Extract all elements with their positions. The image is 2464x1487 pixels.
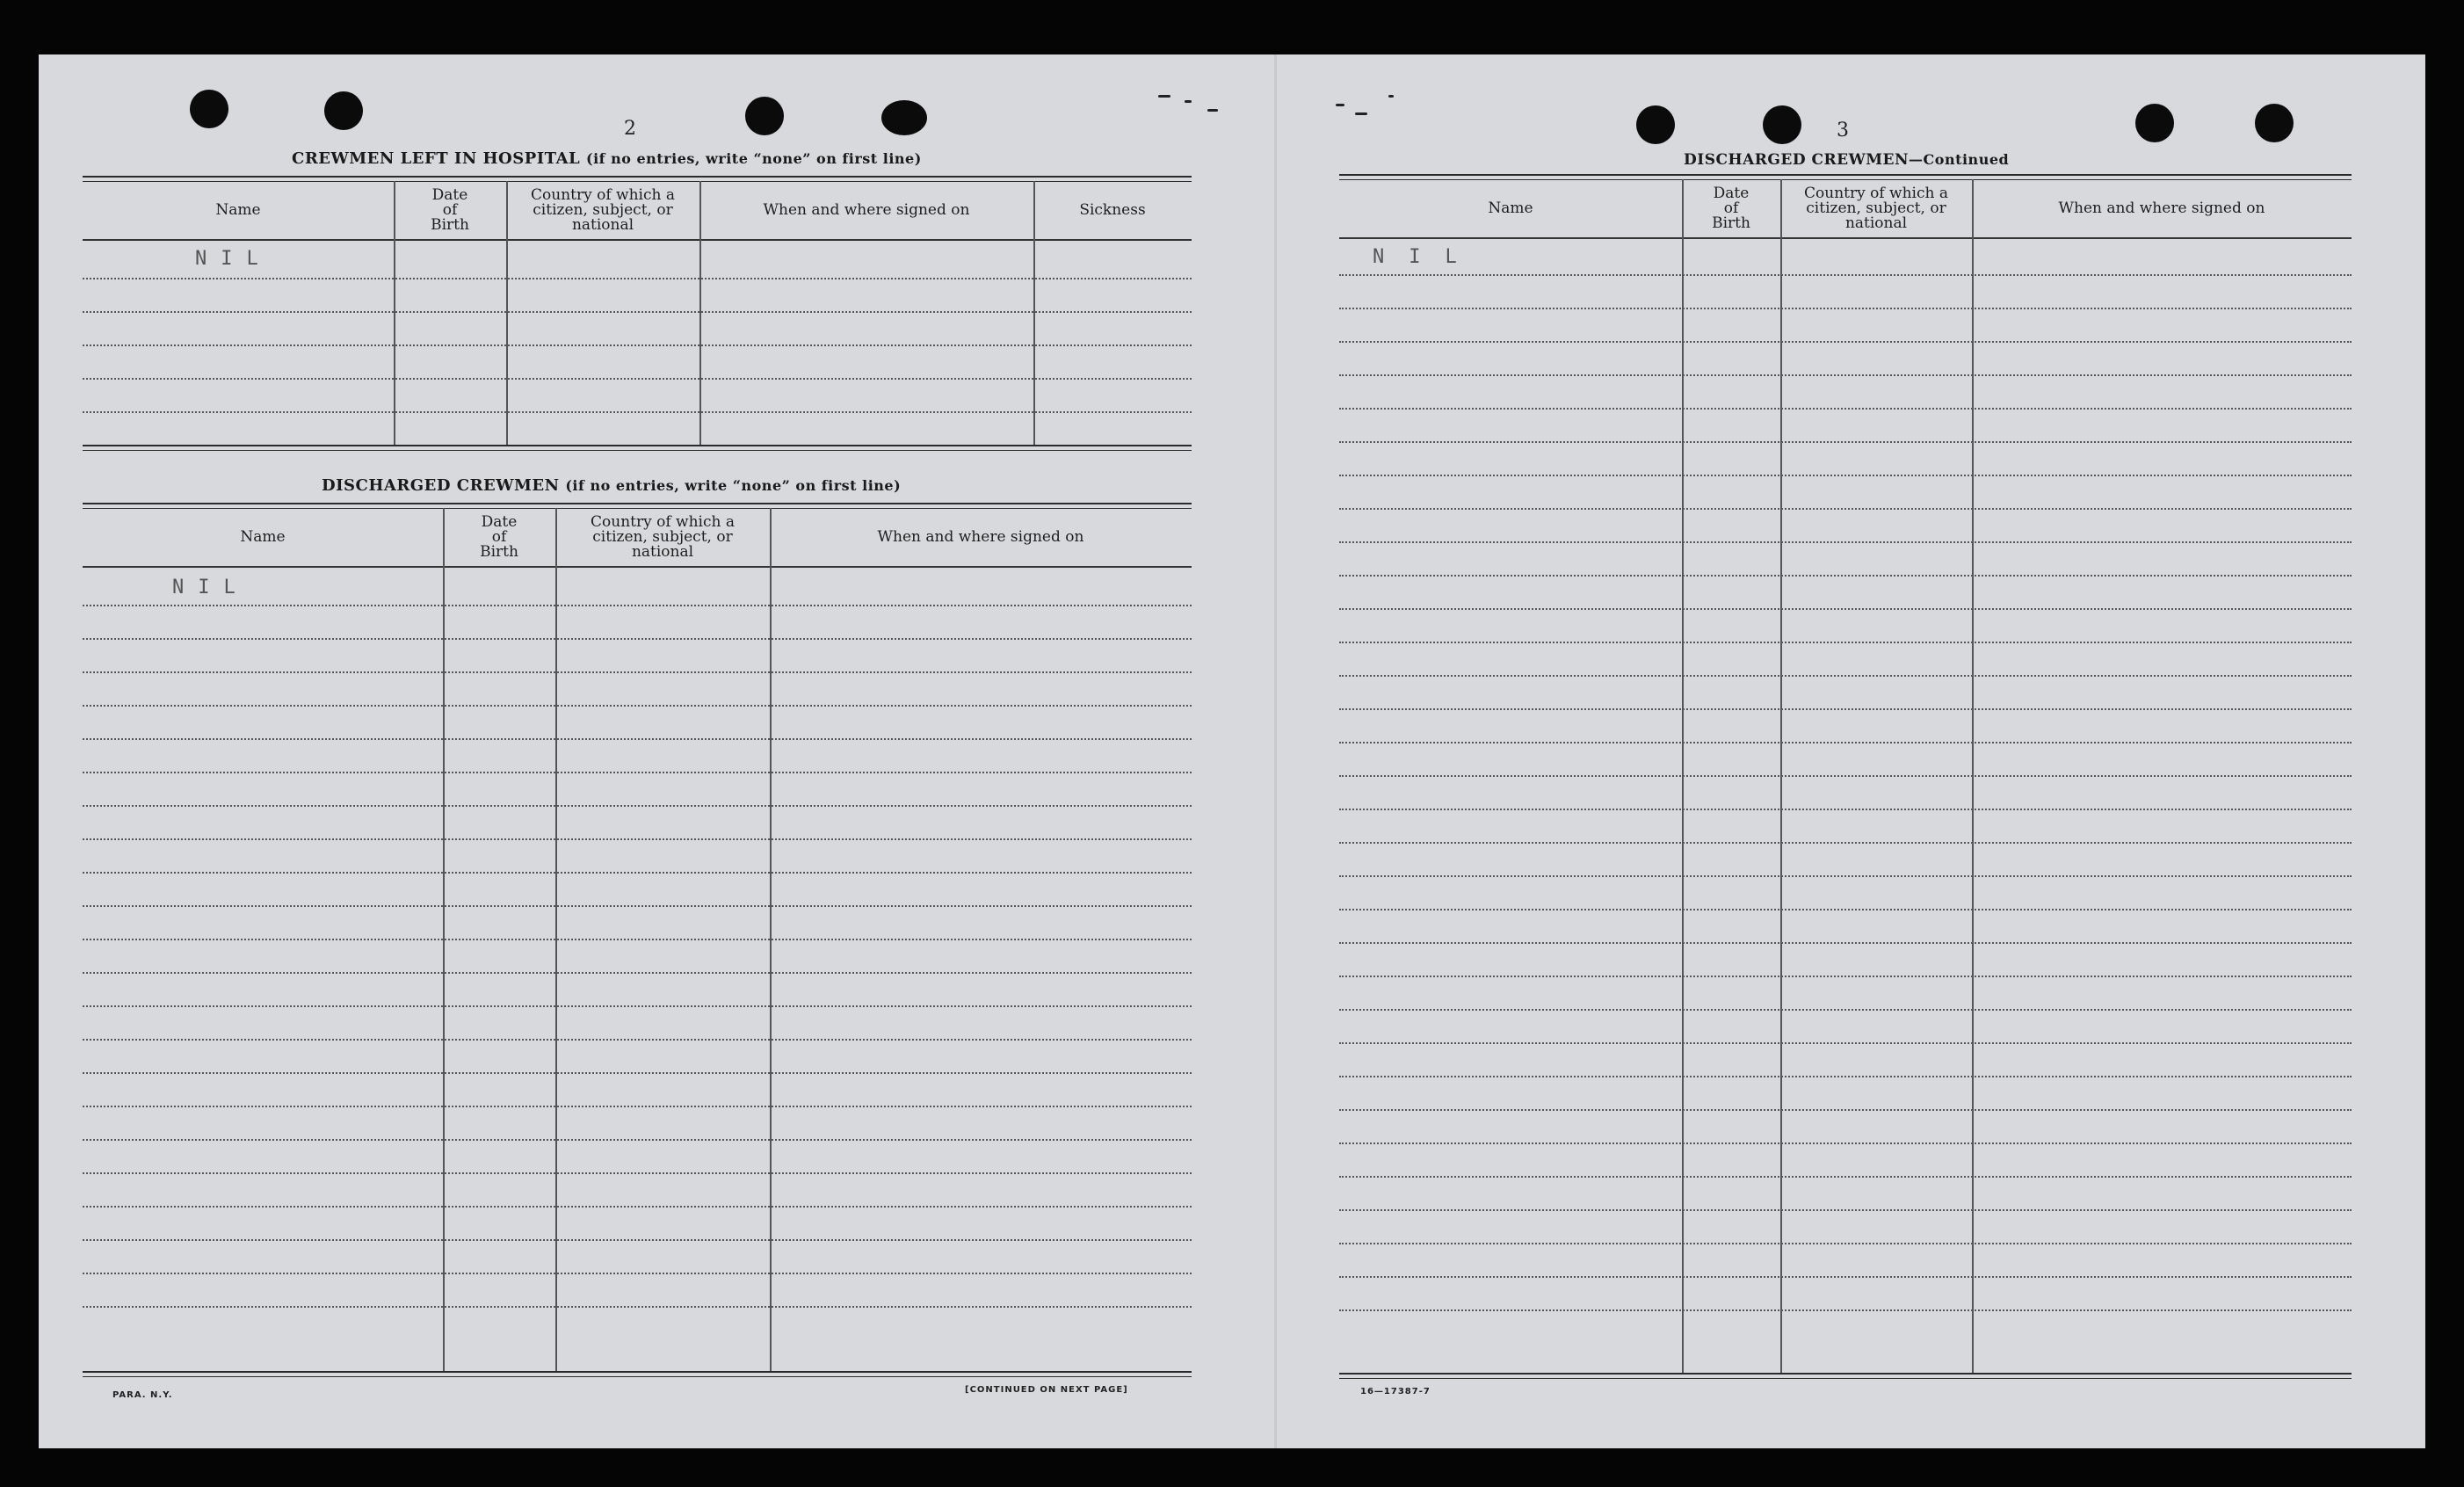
header-rule [83, 566, 1192, 568]
hospital-section-title [292, 149, 922, 168]
column-header-signed-on: When and where signed on [2058, 199, 2265, 217]
row-line [83, 838, 1192, 840]
continued-suffix: —Continued [1909, 151, 2010, 168]
printer-mark: PARA. N.Y. [112, 1390, 173, 1400]
column-divider [770, 508, 772, 1371]
row-line [83, 1239, 1192, 1241]
row-line [1339, 374, 2352, 376]
table-bottom-rule [83, 1371, 1192, 1373]
discharged-section-title [322, 476, 901, 495]
row-line [1339, 341, 2352, 343]
column-header-country: Country of which a citizen, subject, or national [531, 185, 675, 234]
row-line [83, 1005, 1192, 1007]
row-line [1339, 508, 2352, 510]
row-line [83, 278, 1192, 279]
row-line [83, 1306, 1192, 1308]
punch-hole [1636, 105, 1675, 144]
page-number-right: 3 [1837, 120, 1849, 141]
row-line [1339, 742, 2352, 744]
table-top-rule [83, 176, 1192, 178]
scan-speck [1355, 112, 1367, 115]
row-line [1339, 642, 2352, 643]
row-line [1339, 408, 2352, 410]
row-line [83, 805, 1192, 807]
row-line [83, 972, 1192, 974]
column-header-date-of-birth: Date of Birth [480, 512, 518, 561]
row-line [1339, 675, 2352, 677]
row-line [83, 1172, 1192, 1174]
row-line [1339, 708, 2352, 710]
row-line [1339, 475, 2352, 476]
punch-hole [881, 100, 927, 135]
page-number-left: 2 [624, 118, 636, 140]
column-header-date-of-birth: Date of Birth [1712, 184, 1750, 232]
table-bottom-rule [83, 445, 1192, 446]
scan-speck [1158, 95, 1170, 98]
discharged-continued-entry-nil: NIL [1373, 246, 1482, 268]
discharged-entry-nil: NIL [172, 577, 250, 598]
hospital-table [83, 176, 1192, 450]
scan-speck [1185, 100, 1192, 103]
scan-speck [1388, 95, 1394, 98]
row-line [83, 345, 1192, 346]
discharged-table [83, 503, 1192, 1378]
column-divider [1972, 179, 1974, 1373]
punch-hole [190, 90, 228, 128]
row-line [1339, 575, 2352, 577]
row-line [83, 705, 1192, 707]
row-line [83, 311, 1192, 313]
row-line [83, 872, 1192, 874]
row-line [83, 1106, 1192, 1107]
column-header-signed-on: When and where signed on [877, 527, 1084, 546]
row-line [1339, 274, 2352, 276]
punch-hole [324, 91, 363, 130]
column-header-name: Name [1488, 199, 1533, 217]
header-rule [1339, 237, 2352, 239]
hospital-entry-nil: NIL [195, 248, 272, 270]
table-bottom-rule [1339, 1373, 2352, 1375]
row-line [83, 605, 1192, 606]
row-line [1339, 1042, 2352, 1044]
row-line [83, 1039, 1192, 1041]
row-line [83, 378, 1192, 380]
discharged-continued-label: DISCHARGED CREWMEN [1684, 151, 1910, 169]
row-line [1339, 942, 2352, 944]
row-line [83, 772, 1192, 773]
row-line [83, 738, 1192, 740]
column-header-country: Country of which a citizen, subject, or national [1804, 184, 1948, 232]
row-line [83, 411, 1192, 413]
row-line [83, 939, 1192, 940]
discharged-instruction: (if no entries, write “none” on first line) [565, 477, 902, 494]
punch-hole [1763, 105, 1801, 144]
column-header-date-of-birth: Date of Birth [431, 185, 469, 234]
row-line [83, 905, 1192, 907]
discharged-title: DISCHARGED CREWMEN [322, 476, 560, 495]
row-line [1339, 1076, 2352, 1077]
row-line [1339, 1009, 2352, 1011]
punch-hole [745, 97, 784, 135]
row-line [1339, 842, 2352, 844]
column-divider [555, 508, 557, 1371]
row-line [1339, 608, 2352, 610]
row-line [83, 1273, 1192, 1274]
hospital-title: CREWMEN LEFT IN HOSPITAL [292, 149, 581, 168]
punch-hole [2255, 104, 2294, 142]
row-line [83, 1206, 1192, 1208]
column-divider [443, 508, 445, 1371]
discharged-continued-table [1339, 174, 2352, 1380]
discharged-continued-title [1684, 151, 2009, 169]
scan-speck [1207, 109, 1218, 112]
row-line [1339, 909, 2352, 910]
row-line [1339, 1176, 2352, 1178]
table-top-rule [83, 503, 1192, 504]
row-line [1339, 976, 2352, 977]
row-line [1339, 1209, 2352, 1211]
row-line [1339, 1243, 2352, 1244]
column-divider [1780, 179, 1782, 1373]
row-line [83, 1139, 1192, 1141]
row-line [1339, 308, 2352, 309]
continued-note: [CONTINUED ON NEXT PAGE] [965, 1385, 1128, 1395]
row-line [1339, 1276, 2352, 1278]
row-line [83, 1072, 1192, 1074]
hospital-instruction: (if no entries, write “none” on first line) [586, 150, 922, 167]
header-rule [83, 239, 1192, 241]
row-line [1339, 441, 2352, 443]
column-header-name: Name [215, 200, 261, 219]
page-fold [1274, 54, 1277, 1448]
column-header-name: Name [240, 527, 286, 546]
table-top-rule [1339, 174, 2352, 176]
column-header-sickness: Sickness [1079, 200, 1146, 219]
row-line [1339, 875, 2352, 877]
punch-hole [2135, 104, 2174, 142]
row-line [1339, 1142, 2352, 1144]
form-number: 16—17387-7 [1360, 1387, 1431, 1396]
row-line [1339, 809, 2352, 810]
row-line [1339, 1309, 2352, 1311]
row-line [1339, 541, 2352, 543]
scan-speck [1336, 104, 1344, 106]
row-line [1339, 775, 2352, 777]
row-line [1339, 1109, 2352, 1111]
column-header-country: Country of which a citizen, subject, or national [591, 512, 735, 561]
row-line [83, 671, 1192, 673]
column-divider [1682, 179, 1684, 1373]
column-header-signed-on: When and where signed on [763, 200, 970, 219]
row-line [83, 638, 1192, 640]
